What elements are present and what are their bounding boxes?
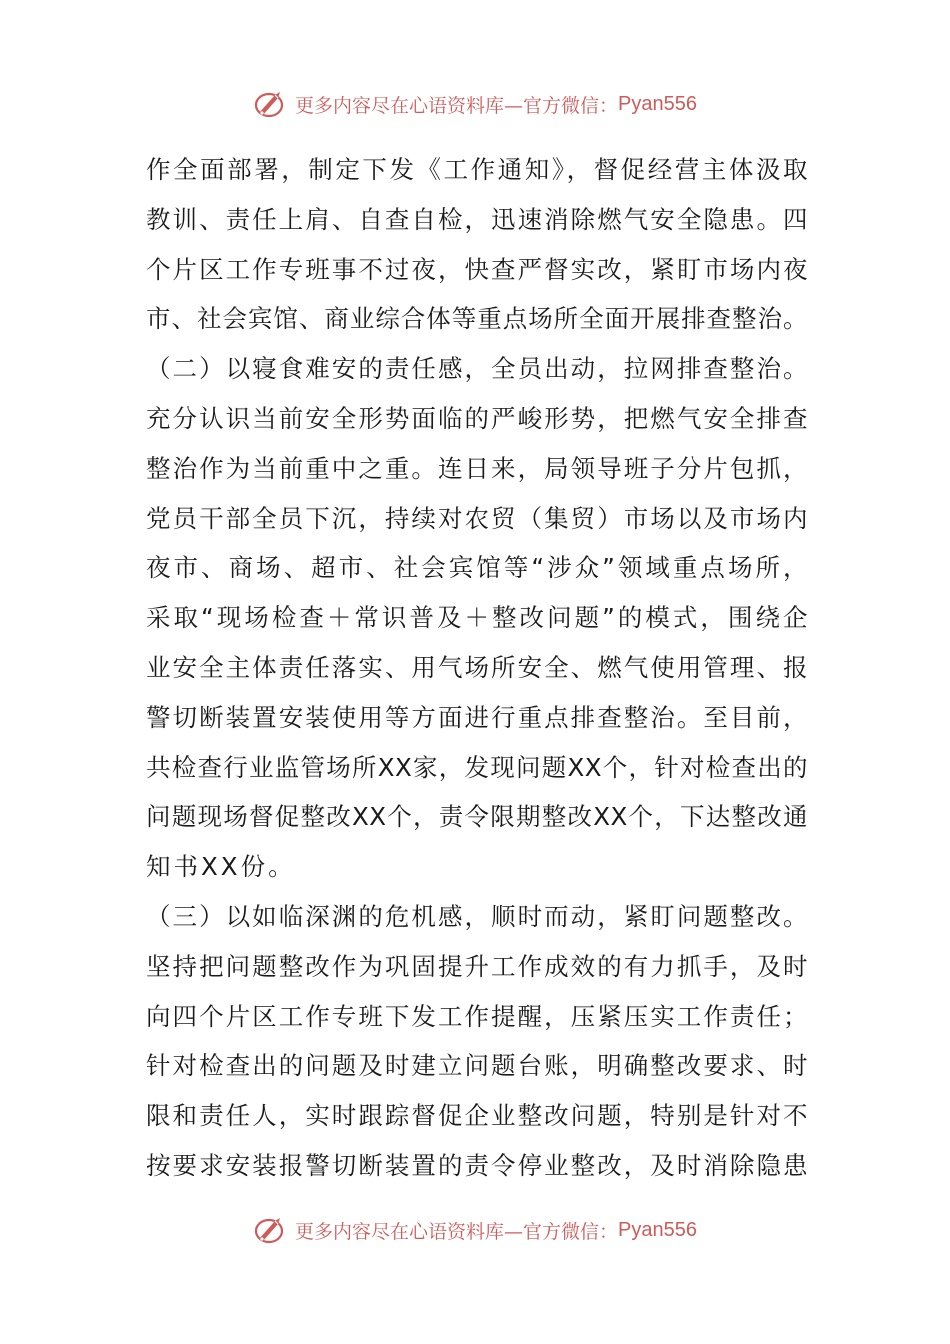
- body-line: 警切断装置安装使用等方面进行重点排查整治。至目前，: [146, 702, 808, 732]
- body-line: 夜市、商场、超市、社会宾馆等“涉众”领域重点场所，: [146, 553, 808, 583]
- footer-banner-account: Pyan556: [618, 1218, 697, 1241]
- body-line: 充分认识当前安全形势面临的严峻形势，把燃气安全排查: [146, 403, 808, 433]
- header-banner-text: 更多内容尽在心语资料库—官方微信：: [295, 94, 619, 117]
- footer-banner: [0, 1210, 950, 1250]
- body-line: 业安全主体责任落实、用气场所安全、燃气使用管理、报: [146, 652, 808, 682]
- header-banner-account: Pyan556: [618, 92, 697, 115]
- body-line: 党员干部全员下沉，持续对农贸（集贸）市场以及市场内: [146, 503, 808, 533]
- footer-banner-text: 更多内容尽在心语资料库—官方微信：: [295, 1220, 619, 1243]
- body-line: 作全面部署，制定下发《工作通知》，督促经营主体汲取: [146, 155, 808, 184]
- body-line: 采取“现场检查＋常识普及＋整改问题”的模式，围绕企: [146, 603, 808, 633]
- body-line: 问题现场督促整改XX个，责令限期整改XX个，下达整改通: [146, 802, 808, 832]
- section-heading-3: （三）以如临深渊的危机感，顺时而动，紧盯问题整改。: [146, 901, 808, 931]
- header-banner: [0, 84, 950, 124]
- body-line: 市、社会宾馆、商业综合体等重点场所全面开展排查整治。: [146, 304, 808, 334]
- pen-logo-icon: [253, 1213, 291, 1247]
- section-heading-2: （二）以寝食难安的责任感，全员出动，拉网排查整治。: [146, 354, 808, 384]
- body-line: 个片区工作专班事不过夜，快查严督实改，紧盯市场内夜: [146, 254, 808, 284]
- body-line: 知书XX份。: [146, 852, 296, 882]
- body-line: 按要求安装报警切断装置的责令停业整改，及时消除隐患: [146, 1150, 808, 1180]
- body-line: 坚持把问题整改作为巩固提升工作成效的有力抓手，及时: [146, 951, 808, 981]
- body-line: 向四个片区工作专班下发工作提醒，压紧压实工作责任；: [146, 1001, 808, 1031]
- document-body: [146, 145, 808, 1191]
- body-line: 限和责任人，实时跟踪督促企业整改问题，特别是针对不: [146, 1101, 808, 1131]
- body-line: 共检查行业监管场所XX家，发现问题XX个，针对检查出的: [146, 752, 808, 782]
- body-line: 针对检查出的问题及时建立问题台账，明确整改要求、时: [146, 1051, 808, 1081]
- body-line: 整治作为当前重中之重。连日来，局领导班子分片包抓，: [146, 453, 808, 483]
- body-line: 教训、责任上肩、自查自检，迅速消除燃气安全隐患。四: [146, 204, 808, 234]
- pen-logo-icon: [253, 87, 291, 121]
